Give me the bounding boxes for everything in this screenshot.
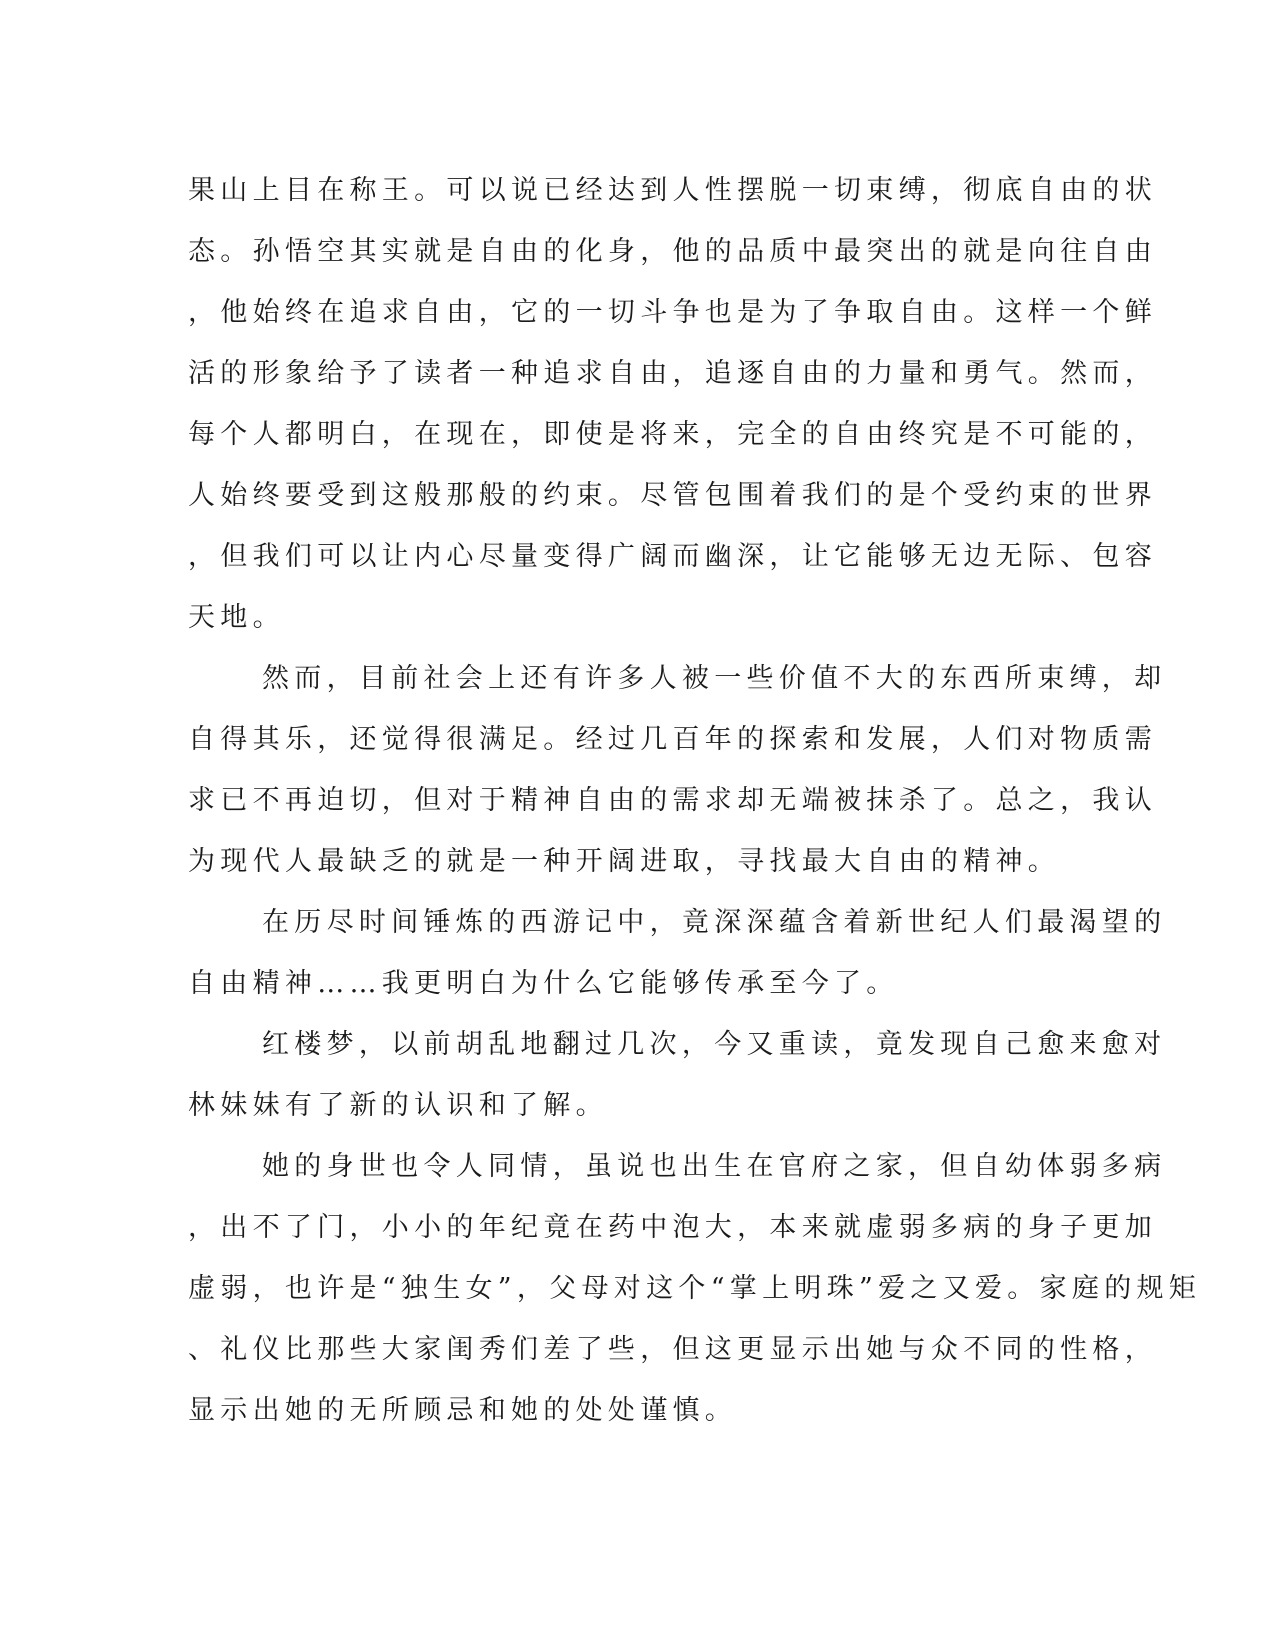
text-line: 果山上目在称王。可以说已经达到人性摆脱一切束缚，彻底自由的状 xyxy=(188,175,1157,206)
text-line: ，出不了门，小小的年纪竟在药中泡大，本来就虚弱多病的身子更加 xyxy=(188,1212,1157,1243)
text-line: 自由精神……我更明白为什么它能够传承至今了。 xyxy=(188,968,899,999)
paragraph-first-line: 然而，目前社会上还有许多人被一些价值不大的东西所束缚，却 xyxy=(262,663,1167,694)
text-line: 求已不再迫切，但对于精神自由的需求却无端被抹杀了。总之，我认 xyxy=(188,785,1157,816)
text-line: ，他始终在追求自由，它的一切斗争也是为了争取自由。这样一个鲜 xyxy=(188,297,1157,328)
text-line: ，但我们可以让内心尽量变得广阔而幽深，让它能够无边无际、包容 xyxy=(188,541,1157,572)
text-line: 虚弱，也许是“独生女”，父母对这个“掌上明珠”爱之又爱。家庭的规矩 xyxy=(188,1273,1202,1304)
text-line: 人始终要受到这般那般的约束。尽管包围着我们的是个受约束的世界 xyxy=(188,480,1157,511)
text-line: 、礼仪比那些大家闺秀们差了些，但这更显示出她与众不同的性格， xyxy=(188,1334,1157,1365)
text-line: 自得其乐，还觉得很满足。经过几百年的探索和发展，人们对物质需 xyxy=(188,724,1157,755)
body-text xyxy=(188,160,1202,1441)
text-line: 显示出她的无所顾忌和她的处处谨慎。 xyxy=(188,1395,738,1426)
paragraph-first-line: 在历尽时间锤炼的西游记中，竟深深蕴含着新世纪人们最渴望的 xyxy=(262,907,1167,938)
paragraph-first-line: 红楼梦，以前胡乱地翻过几次，今又重读，竟发现自己愈来愈对 xyxy=(262,1029,1167,1060)
text-line: 为现代人最缺乏的就是一种开阔进取，寻找最大自由的精神。 xyxy=(188,846,1061,877)
text-line: 天地。 xyxy=(188,602,285,633)
text-line: 态。孙悟空其实就是自由的化身，他的品质中最突出的就是向往自由 xyxy=(188,236,1157,267)
text-line: 活的形象给予了读者一种追求自由，追逐自由的力量和勇气。然而， xyxy=(188,358,1157,389)
paragraph-first-line: 她的身世也令人同情，虽说也出生在官府之家，但自幼体弱多病 xyxy=(262,1151,1167,1182)
text-line: 林妹妹有了新的认识和了解。 xyxy=(188,1090,608,1121)
text-line: 每个人都明白，在现在，即使是将来，完全的自由终究是不可能的， xyxy=(188,419,1157,450)
